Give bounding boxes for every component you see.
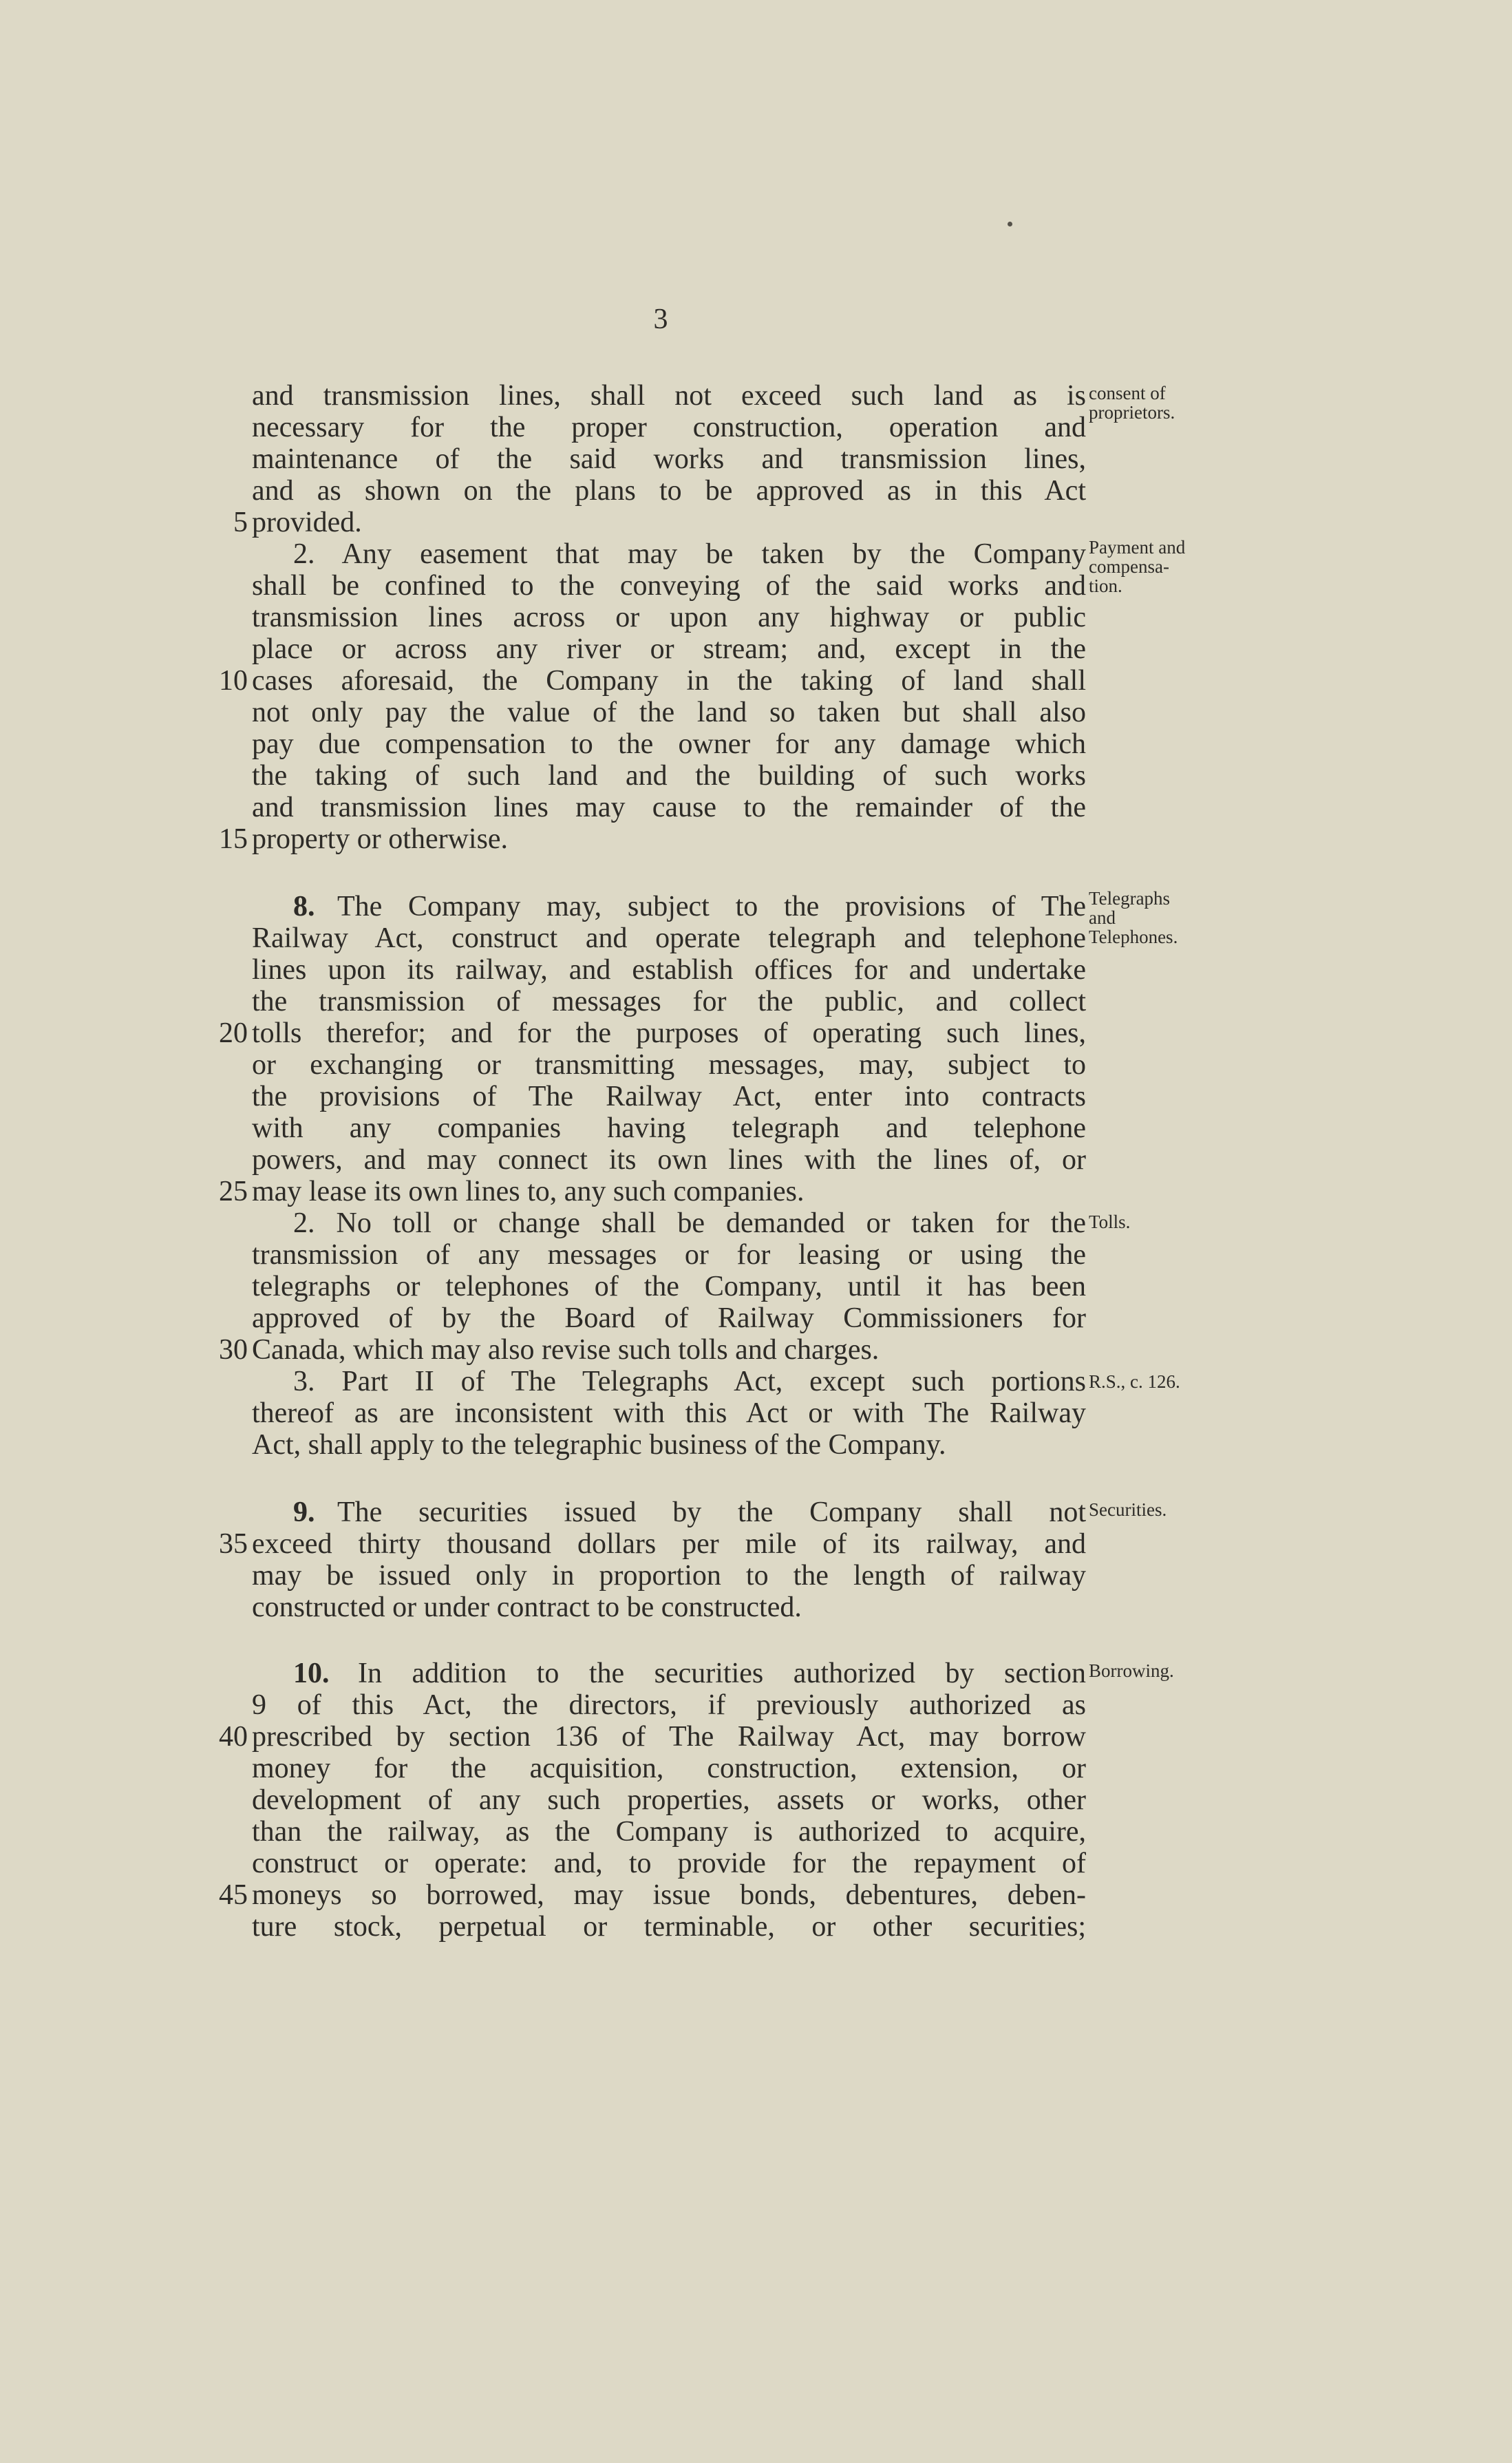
line-number: 45 bbox=[219, 1879, 248, 1911]
text-line: prescribed by section 136 of The Railway Act, may borrow bbox=[252, 1721, 1086, 1753]
text-line: place or across any river or stream; and, except in the bbox=[252, 633, 1086, 665]
text-line: necessary for the proper construction, operation and bbox=[252, 412, 1086, 443]
text-line: constructed or under contract to be constructed. bbox=[252, 1592, 802, 1623]
text-line: ture stock, perpetual or terminable, or other securities; bbox=[252, 1911, 1086, 1943]
text-line: the transmission of messages for the public, and collect bbox=[252, 986, 1086, 1017]
text-line: not only pay the value of the land so taken but shall also bbox=[252, 697, 1086, 728]
text-line: 9 of this Act, the directors, if previously authorized as bbox=[252, 1689, 1086, 1721]
section-number: 9. bbox=[293, 1497, 315, 1528]
text-line: and transmission lines may cause to the remainder of the bbox=[252, 792, 1086, 823]
text-line: moneys so borrowed, may issue bonds, debentures, deben- bbox=[252, 1879, 1086, 1911]
text-line: maintenance of the said works and transmission lines, bbox=[252, 443, 1086, 475]
margin-note-telegraphs: Telephones. bbox=[1089, 927, 1178, 947]
text-line: Act, shall apply to the telegraphic business of the Company. bbox=[252, 1429, 946, 1461]
margin-note-telegraphs: and bbox=[1089, 907, 1116, 928]
text-line: transmission of any messages or for leasing or using the bbox=[252, 1239, 1086, 1271]
text-line: provided. bbox=[252, 507, 362, 538]
line-number: 35 bbox=[219, 1528, 248, 1560]
text-line: tolls therefor; and for the purposes of operating such lines, bbox=[252, 1017, 1086, 1049]
line-number: 5 bbox=[233, 507, 248, 538]
text-line: 3. Part II of The Telegraphs Act, except such portions bbox=[293, 1366, 1086, 1397]
text-line: Canada, which may also revise such tolls and charges. bbox=[252, 1334, 880, 1366]
margin-note-payment: Payment and bbox=[1089, 537, 1186, 558]
line-number: 30 bbox=[219, 1334, 248, 1366]
text-line: with any companies having telegraph and telephone bbox=[252, 1112, 1086, 1144]
text-line: 2. No toll or change shall be demanded or taken for the bbox=[293, 1207, 1086, 1239]
text-line: than the railway, as the Company is authorized to acquire, bbox=[252, 1816, 1086, 1848]
margin-note-securities: Securities. bbox=[1089, 1499, 1167, 1520]
text-line: and as shown on the plans to be approved as in this Act bbox=[252, 475, 1086, 507]
text-line: The Company may, subject to the provisions of The bbox=[337, 891, 1086, 922]
text-line: the provisions of The Railway Act, enter into contracts bbox=[252, 1081, 1086, 1112]
margin-note-consent: proprietors. bbox=[1089, 402, 1175, 423]
text-line: or exchanging or transmitting messages, may, subject to bbox=[252, 1049, 1086, 1081]
text-line: approved of by the Board of Railway Commissioners for bbox=[252, 1302, 1086, 1334]
text-line: pay due compensation to the owner for any damage which bbox=[252, 728, 1086, 760]
margin-note-rs: R.S., c. 126. bbox=[1089, 1371, 1180, 1392]
text-line: lines upon its railway, and establish offices for and undertake bbox=[252, 954, 1086, 986]
line-number: 15 bbox=[219, 823, 248, 855]
line-number: 20 bbox=[219, 1017, 248, 1049]
margin-note-tolls: Tolls. bbox=[1089, 1212, 1131, 1232]
margin-note-payment: compensa- bbox=[1089, 556, 1169, 577]
section-number: 8. bbox=[293, 891, 315, 922]
margin-note-borrowing: Borrowing. bbox=[1089, 1660, 1174, 1681]
margin-note-consent: consent of bbox=[1089, 383, 1166, 403]
text-line: construct or operate: and, to provide for the repayment of bbox=[252, 1848, 1086, 1879]
text-line: development of any such properties, assets or works, other bbox=[252, 1784, 1086, 1816]
text-line: telegraphs or telephones of the Company, until it has been bbox=[252, 1271, 1086, 1302]
text-line: may lease its own lines to, any such companies. bbox=[252, 1176, 805, 1207]
page-number: 3 bbox=[653, 304, 668, 335]
text-line: exceed thirty thousand dollars per mile of its railway, and bbox=[252, 1528, 1086, 1560]
line-number: 25 bbox=[219, 1176, 248, 1207]
line-number: 40 bbox=[219, 1721, 248, 1753]
text-line: property or otherwise. bbox=[252, 823, 509, 855]
text-line: shall be confined to the conveying of the said works and bbox=[252, 570, 1086, 602]
margin-note-payment: tion. bbox=[1089, 575, 1122, 596]
text-line: powers, and may connect its own lines with the lines of, or bbox=[252, 1144, 1086, 1176]
text-line: In addition to the securities authorized by section bbox=[358, 1658, 1086, 1689]
text-line: may be issued only in proportion to the length of railway bbox=[252, 1560, 1086, 1592]
text-line: Railway Act, construct and operate telegraph and telephone bbox=[252, 922, 1086, 954]
text-line: transmission lines across or upon any highway or public bbox=[252, 602, 1086, 633]
text-line: thereof as are inconsistent with this Act or with The Railway bbox=[252, 1397, 1086, 1429]
text-line: cases aforesaid, the Company in the taking of land shall bbox=[252, 665, 1086, 697]
text-line: The securities issued by the Company shall not bbox=[337, 1497, 1086, 1528]
text-line: money for the acquisition, construction, extension, or bbox=[252, 1753, 1086, 1784]
ink-speck bbox=[1008, 222, 1012, 226]
text-line: and transmission lines, shall not exceed such land as is bbox=[252, 380, 1086, 412]
text-line: 2. Any easement that may be taken by the Company bbox=[293, 538, 1086, 570]
line-number: 10 bbox=[219, 665, 248, 697]
text-line: the taking of such land and the building of such works bbox=[252, 760, 1086, 792]
margin-note-telegraphs: Telegraphs bbox=[1089, 888, 1171, 909]
section-number: 10. bbox=[293, 1658, 330, 1689]
